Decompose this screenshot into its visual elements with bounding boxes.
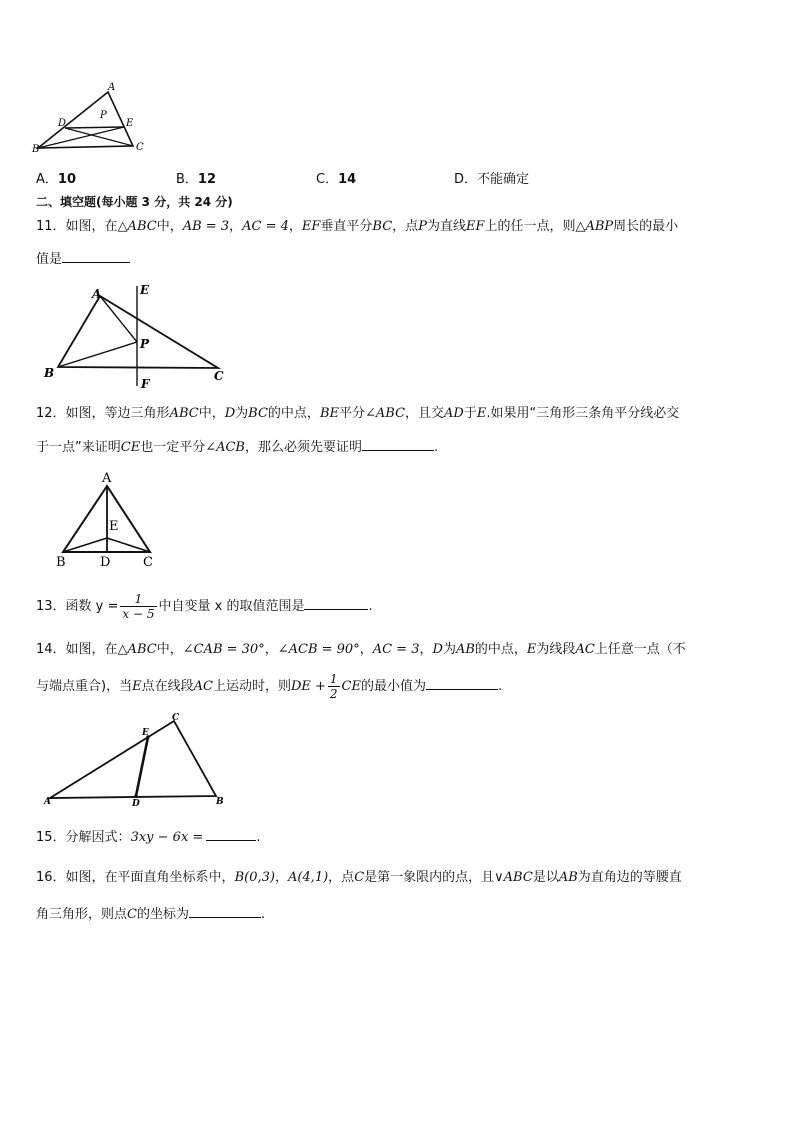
- q12-label-d: D: [100, 555, 111, 570]
- q11-label-c: C: [214, 369, 224, 383]
- q10-figure: [30, 80, 160, 155]
- q12-label-b: B: [56, 555, 66, 570]
- q14-label-a: A: [44, 797, 51, 807]
- q12-label-a: A: [102, 471, 112, 486]
- q13-answer-blank[interactable]: [304, 595, 368, 610]
- q14-label-e: E: [142, 728, 149, 738]
- q10-label-d: D: [58, 118, 67, 129]
- q11-label-e: E: [140, 283, 150, 297]
- q12-answer-blank[interactable]: [362, 436, 434, 451]
- q10-label-a: A: [108, 82, 116, 93]
- q11-line-1: 11．如图，在△ABC中，AB = 3，AC = 4，EF垂直平分BC，点P为直线EF上的任一点，则△ABP周长的最小: [36, 219, 679, 234]
- q10-label-c: C: [136, 142, 144, 153]
- q14-line-2: 与端点重合)，当E点在线段AC上运动时，则DE + $\frac{1}{2}$ CE的最小值为 .: [36, 672, 503, 701]
- q10-option-a: A．10: [36, 172, 76, 187]
- q16-answer-blank[interactable]: [189, 903, 261, 918]
- q10-option-c: C．14: [316, 172, 357, 187]
- q10-option-d: D．不能确定: [454, 172, 530, 187]
- q12-line-2: 于一点”来证明CE也一定平分∠ACB，那么必须先要证明 .: [36, 436, 758, 458]
- q10-option-b: B．12: [176, 172, 217, 187]
- q16-line-1: 16．如图，在平面直角坐标系中，B(0,3)，A(4,1)，点C是第一象限内的点，且∨ABC是以AB为直角边的等腰直: [36, 870, 682, 885]
- q15-line: 15．分解因式：3xy − 6x = .: [36, 826, 758, 848]
- q14-fraction: $\frac{1}{2}$: [329, 672, 338, 701]
- q14-answer-blank[interactable]: [426, 675, 498, 690]
- q16-line-2: 角三角形，则点C的坐标为 .: [36, 903, 758, 925]
- q11-label-b: B: [44, 366, 55, 380]
- q11-figure: [40, 280, 240, 392]
- q12-figure: [50, 470, 165, 570]
- q12-label-e: E: [109, 519, 119, 534]
- q12-line-1: 12．如图，等边三角形ABC中，D为BC的中点，BE平分∠ABC，且交AD于E.如果用“三角形三条角平分线必交: [36, 406, 680, 421]
- q11-label-f: F: [141, 377, 150, 391]
- q11-label-p: P: [140, 337, 150, 351]
- q14-label-c: C: [172, 713, 180, 723]
- q10-label-e: E: [126, 118, 134, 129]
- q10-label-p: P: [100, 110, 107, 121]
- q12-label-c: C: [143, 555, 153, 570]
- q14-line-1: 14．如图，在△ABC中，∠CAB = 30°，∠ACB = 90°，AC = 3，D为AB的中点，E为线段AC上任意一点（不: [36, 642, 686, 657]
- q11-label-a: A: [92, 287, 102, 301]
- q14-label-d: D: [132, 799, 140, 809]
- q15-answer-blank[interactable]: [206, 826, 256, 841]
- q10-label-b: B: [32, 144, 40, 155]
- q13-line: 13．函数 y = $\frac{1}{x - 5}$ 中自变量 x 的取值范围是 .: [36, 592, 373, 621]
- q11-answer-blank[interactable]: [62, 248, 130, 263]
- q14-label-b: B: [216, 797, 224, 807]
- q13-fraction: $\frac{1}{x - 5}$: [122, 592, 155, 621]
- section-title: 二、填空题(每小题 3 分，共 24 分): [36, 195, 233, 209]
- q14-figure: [38, 710, 238, 810]
- q11-line-2: 值是: [36, 248, 758, 270]
